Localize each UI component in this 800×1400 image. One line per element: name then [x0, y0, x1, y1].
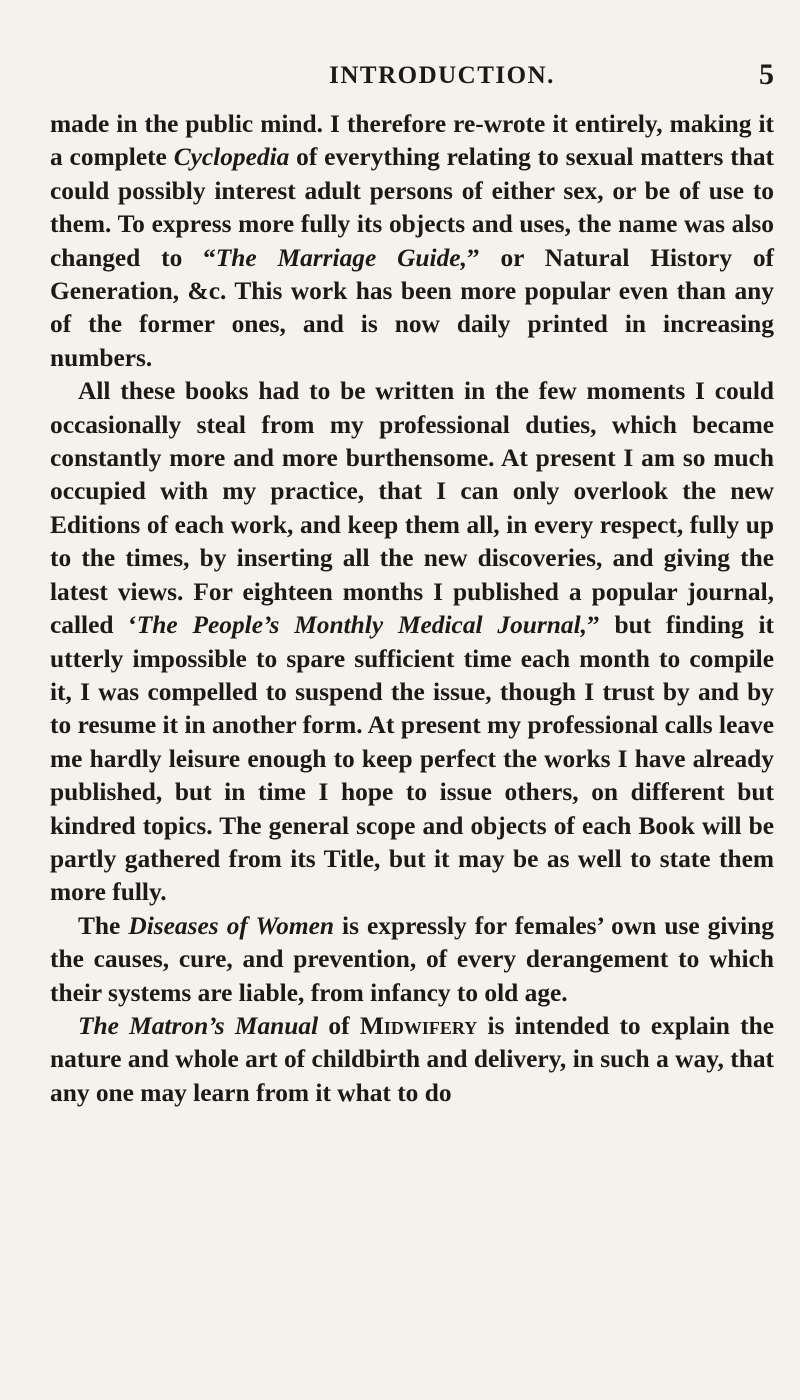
paragraph	[50, 910, 774, 1010]
small-caps-text: Midwifery	[359, 1011, 478, 1040]
italic-text: The Matron’s Manual	[78, 1011, 319, 1040]
text-run: of	[318, 1011, 360, 1040]
paragraph	[50, 108, 774, 375]
italic-text: The People’s Monthly Medical Journal,	[136, 611, 587, 640]
italic-text: Diseases of Women	[128, 911, 334, 940]
text-run: ” but finding it utterly impossible to spare sufficient time each month to compile it, I was compelled to suspend the issue, though I trust by and by to resume it in another form. At present my professional calls leave me hardly leisure enough to keep perfect the works I have already published, but in time I hope to issue others, on different but kindred topics. The general scope and objects of each Book will be partly gathered from its Title, but it may be as well to state them more fully.	[50, 611, 774, 907]
italic-text: The Marriage Guide,	[215, 243, 467, 272]
italic-text: Cyclopedia	[173, 143, 290, 172]
page-number: 5	[759, 58, 774, 91]
text-run: ” or Natural History of Generation, &c. This work has been more popular even than any of the former ones, and is now daily printed in increasing numbers.	[50, 243, 774, 372]
text-run: is expressly for females’ own use giving the causes, cure, and prevention, of every derangement to which their systems are liable, from infancy to old age.	[50, 911, 774, 1007]
paragraph	[50, 1010, 774, 1110]
running-head	[50, 0, 774, 91]
running-title: INTRODUCTION.	[329, 62, 555, 89]
text-run: of everything relating to sexual matters that could possibly interest adult persons of either sex, or be of use to them. To express more fully its objects and uses, the name was also changed to “	[50, 143, 774, 272]
text-run: The	[78, 911, 129, 940]
text-run: is intended to explain the nature and whole art of childbirth and delivery, in such a way, that any one may learn from it what to do	[50, 1011, 774, 1107]
text-run: made in the public mind. I therefore re-wrote it entirely, making it a complete	[50, 110, 774, 172]
paragraph	[50, 375, 774, 910]
text-run: All these books had to be written in the few moments I could occasionally steal from my professional duties, which became constantly more and more burthensome. At present I am so much occupied with my practice, that I can only overlook the new Editions of each work, and keep them all, in every respect, fully up to the times, by inserting all the new discoveries, and giving the latest views. For eighteen months I published a popular journal, called ‘	[50, 377, 774, 640]
body-text	[50, 108, 774, 1110]
